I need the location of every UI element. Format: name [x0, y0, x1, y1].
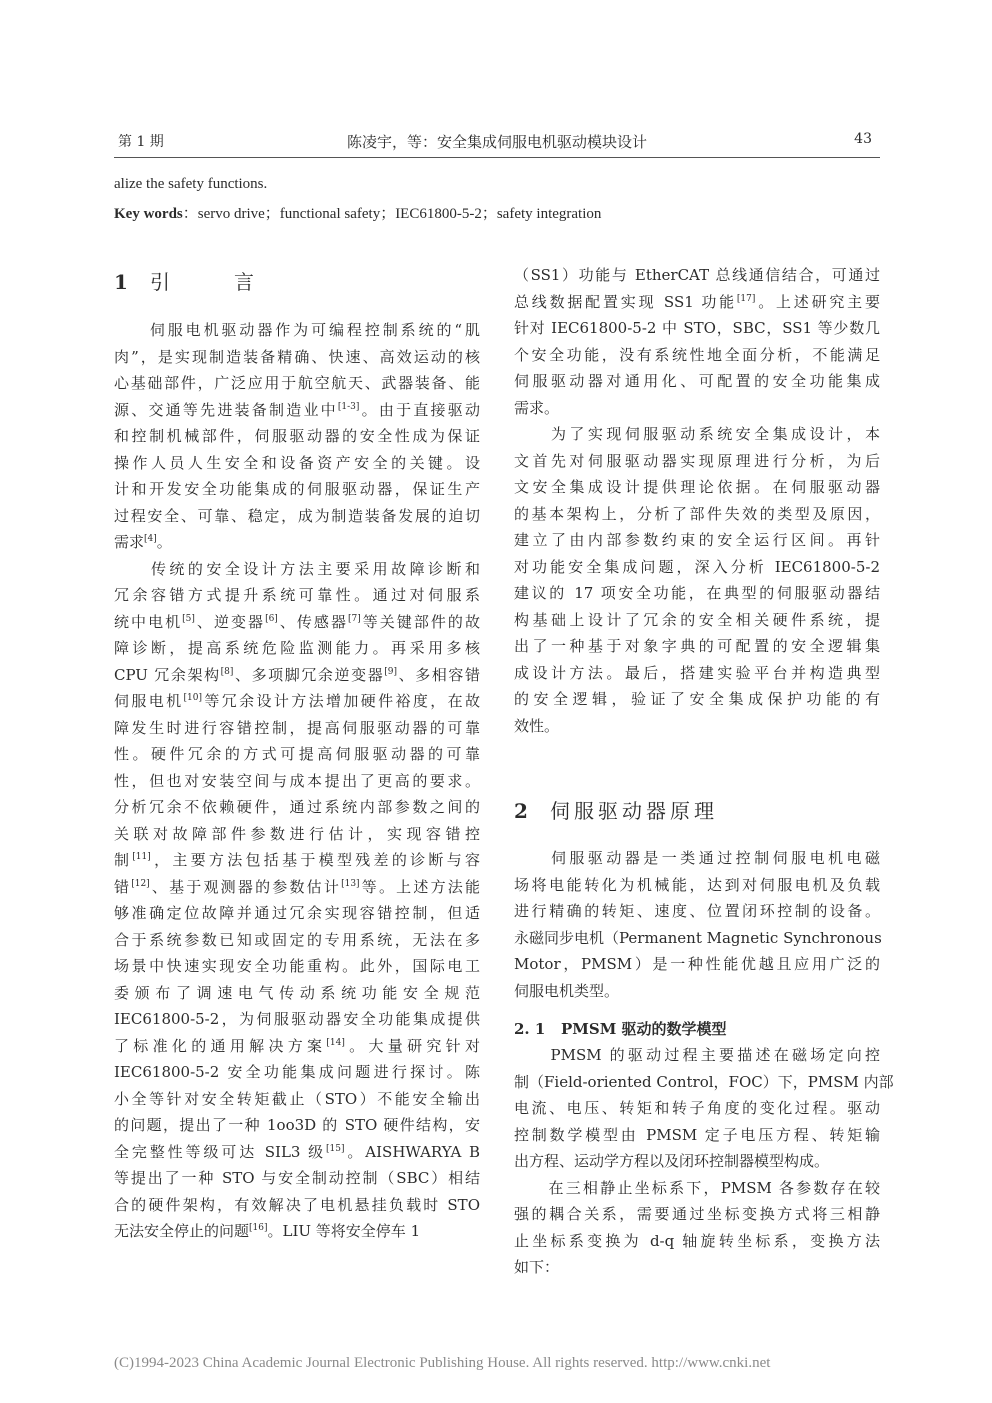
right-column-text-subsection [514, 1042, 894, 1281]
text-line: 冗余容错方式提升系统可靠性。通过对伺服系 [114, 586, 480, 604]
subsection-2-1-heading [514, 1018, 727, 1039]
abstract-tail: alize the safety functions. [114, 176, 268, 192]
section-1-heading [114, 266, 276, 295]
text-line: 够准确定位故障并通过冗余实现容错控制，但适 [114, 904, 480, 922]
text-line: 了标准化的通用解决方案[14]。大量研究针对 [114, 1036, 480, 1055]
text-line: 分析冗余不依赖硬件，通过系统内部参数之间的 [114, 798, 480, 816]
keywords-label: Key words [114, 206, 183, 222]
text-line: 强的耦合关系，需要通过坐标变换方式将三相静 [514, 1205, 880, 1223]
text-line: 计和开发安全功能集成的伺服驱动器，保证生产 [114, 480, 480, 498]
text-line: 如下： [514, 1258, 560, 1276]
text-line: 文首先对伺服驱动器实现原理进行分析，为后 [514, 451, 880, 470]
text-line: 的安全逻辑，验证了安全集成保护功能的有 [514, 690, 880, 708]
text-line: 效性。 [514, 716, 560, 735]
text-line: 个安全功能，没有系统性地全面分析，不能满足 [514, 345, 880, 364]
text-line: 伺服驱动器是一类通过控制伺服电机电磁 [514, 849, 880, 867]
section-1-title: 引 言 [150, 270, 276, 294]
section-2-number: 2 [514, 799, 529, 823]
page-number: 43 [854, 131, 872, 147]
text-line: 止坐标系变换为 d-q 轴旋转坐标系，变换方法 [514, 1231, 880, 1250]
text-line: 传统的安全设计方法主要采用故障诊断和 [114, 559, 480, 578]
text-line: 需求。 [514, 398, 560, 417]
copyright-footer: (C)1994-2023 China Academic Journal Electronic Publishing House. All rights reserved. http://www.cnki.net [114, 1355, 771, 1371]
section-2-title: 伺服驱动器原理 [550, 799, 718, 823]
text-line: 总线数据配置实现 SS1 功能[17]。上述研究主要 [514, 292, 880, 311]
text-line: 合的硬件架构，有效解决了电机悬挂负载时 STO [114, 1195, 480, 1214]
text-line: 合于系统参数已知或固定的专用系统，无法在多 [114, 930, 480, 949]
text-line: 文安全集成设计提供理论依据。在伺服驱动器 [514, 478, 880, 496]
text-line: 的问题，提出了一种 1oo3D 的 STO 硬件结构，安 [114, 1116, 480, 1134]
text-line: 成设计方法。最后，搭建实验平台并构造典型 [514, 663, 880, 682]
right-column-text-section2 [514, 845, 880, 1004]
text-line: 出方程、运动学方程以及闭环控制器模型构成。 [514, 1152, 830, 1170]
text-line: 操作人员人生安全和设备资产安全的关键。设 [114, 453, 480, 472]
text-line: 建议的 17 项安全功能，在典型的伺服驱动器结 [514, 584, 880, 602]
text-line: 源、交通等先进装备制造业中[1-3]。由于直接驱动 [114, 400, 480, 419]
text-line: IEC61800-5-2，为伺服驱动器安全功能集成提供 [114, 1010, 480, 1028]
right-column-text-intro [514, 262, 880, 739]
text-line: 障发生时进行容错控制，提高伺服驱动器的可靠 [114, 718, 480, 737]
text-line: 错[12]、基于观测器的参数估计[13]等。上述方法能 [114, 877, 480, 896]
text-line: 无法安全停止的问题[16]。LIU 等将安全停车 1 [114, 1222, 421, 1240]
text-line: 和控制机械部件，伺服驱动器的安全性成为保证 [114, 427, 480, 445]
text-line: 场景中快速实现安全功能重构。此外，国际电工 [114, 957, 480, 975]
text-line: 控制数学模型由 PMSM 定子电压方程、转矩输 [514, 1125, 880, 1144]
subsection-2-1-title: PMSM 驱动的数学模型 [561, 1020, 727, 1038]
text-line: 肉”，是实现制造装备精确、快速、高效运动的核 [114, 347, 480, 366]
text-line: 场将电能转化为机械能，达到对伺服电机及负载 [514, 875, 880, 894]
subsection-2-1-number: 2. 1 [514, 1020, 546, 1038]
text-line: 性，但也对安装空间与成本提出了更高的要求。 [114, 771, 480, 790]
text-line: 伺服电机[10]等冗余设计方法增加硬件裕度，在故 [114, 692, 480, 710]
section-1-number: 1 [114, 270, 129, 294]
text-line: 性。硬件冗余的方式可提高伺服驱动器的可靠 [114, 745, 480, 763]
text-line: 委颁布了调速电气传动系统功能安全规范 [114, 983, 480, 1002]
text-line: 伺服驱动器对通用化、可配置的安全功能集成 [514, 372, 880, 390]
text-line: 全完整性等级可达 SIL3 级[15]。AISHWARYA B [114, 1142, 480, 1161]
text-line: 关联对故障部件参数进行估计，实现容错控 [114, 824, 480, 843]
keywords-text: ：servo drive；functional safety；IEC61800-5-2；safety integration [182, 206, 602, 222]
text-line: 为了实现伺服驱动系统安全集成设计，本 [514, 425, 880, 443]
text-line: CPU 冗余架构[8]、多项脚冗余逆变器[9]、多相容错 [114, 665, 480, 684]
text-line: 制（Field-oriented Control，FOC）下，PMSM 内部 [514, 1072, 894, 1091]
text-line: 需求[4]。 [114, 533, 172, 551]
running-header [114, 131, 880, 158]
text-line: 心基础部件，广泛应用于航空航天、武器装备、能 [114, 374, 480, 392]
text-line: 伺服电机驱动器作为可编程控制系统的“肌 [114, 321, 480, 339]
running-title: 陈凌宇，等：安全集成伺服电机驱动模块设计 [346, 133, 647, 151]
text-line: 构基础上设计了冗余的安全相关硬件系统，提 [514, 610, 880, 629]
text-line: 针对 IEC61800-5-2 中 STO，SBC，SS1 等少数几 [514, 319, 880, 337]
text-line: 统中电机[5]、逆变器[6]、传感器[7]等关键部件的故 [114, 612, 480, 631]
keywords [114, 202, 601, 223]
text-line: 出了一种基于对象字典的可配置的安全逻辑集 [514, 637, 880, 655]
text-line: 建立了由内部参数约束的安全运行区间。再针 [514, 531, 880, 549]
left-column-text [114, 317, 480, 1245]
text-line: Motor，PMSM）是一种性能优越且应用广泛的 [514, 955, 880, 973]
text-line: 在三相静止坐标系下，PMSM 各参数存在较 [514, 1178, 880, 1197]
text-line: 制[11]，主要方法包括基于模型残差的诊断与容 [114, 851, 480, 869]
text-line: 伺服电机类型。 [514, 981, 620, 1000]
text-line: 的基本架构上，分析了部件失效的类型及原因， [514, 504, 880, 523]
text-line: （SS1）功能与 EtherCAT 总线通信结合，可通过 [514, 266, 880, 284]
text-line: 小全等针对安全转矩截止（STO）不能安全输出 [114, 1089, 480, 1108]
text-line: 永磁同步电机（Permanent Magnetic Synchronous [514, 928, 882, 947]
text-line: IEC61800-5-2 安全功能集成问题进行探讨。陈 [114, 1063, 480, 1081]
issue-label: 第 1 期 [118, 134, 164, 150]
text-line: 电流、电压、转矩和转子角度的变化过程。驱动 [514, 1099, 880, 1117]
text-line: 等提出了一种 STO 与安全制动控制（SBC）相结 [114, 1169, 480, 1187]
text-line: PMSM 的驱动过程主要描述在磁场定向控 [514, 1046, 880, 1064]
text-line: 对功能安全集成问题，深入分析 IEC61800-5-2 [514, 557, 880, 576]
text-line: 过程安全、可靠、稳定，成为制造装备发展的迫切 [114, 506, 480, 525]
section-2-heading [514, 795, 718, 824]
text-line: 障诊断，提高系统危险监测能力。再采用多核 [114, 639, 480, 657]
text-line: 进行精确的转矩、速度、位置闭环控制的设备。 [514, 902, 880, 920]
